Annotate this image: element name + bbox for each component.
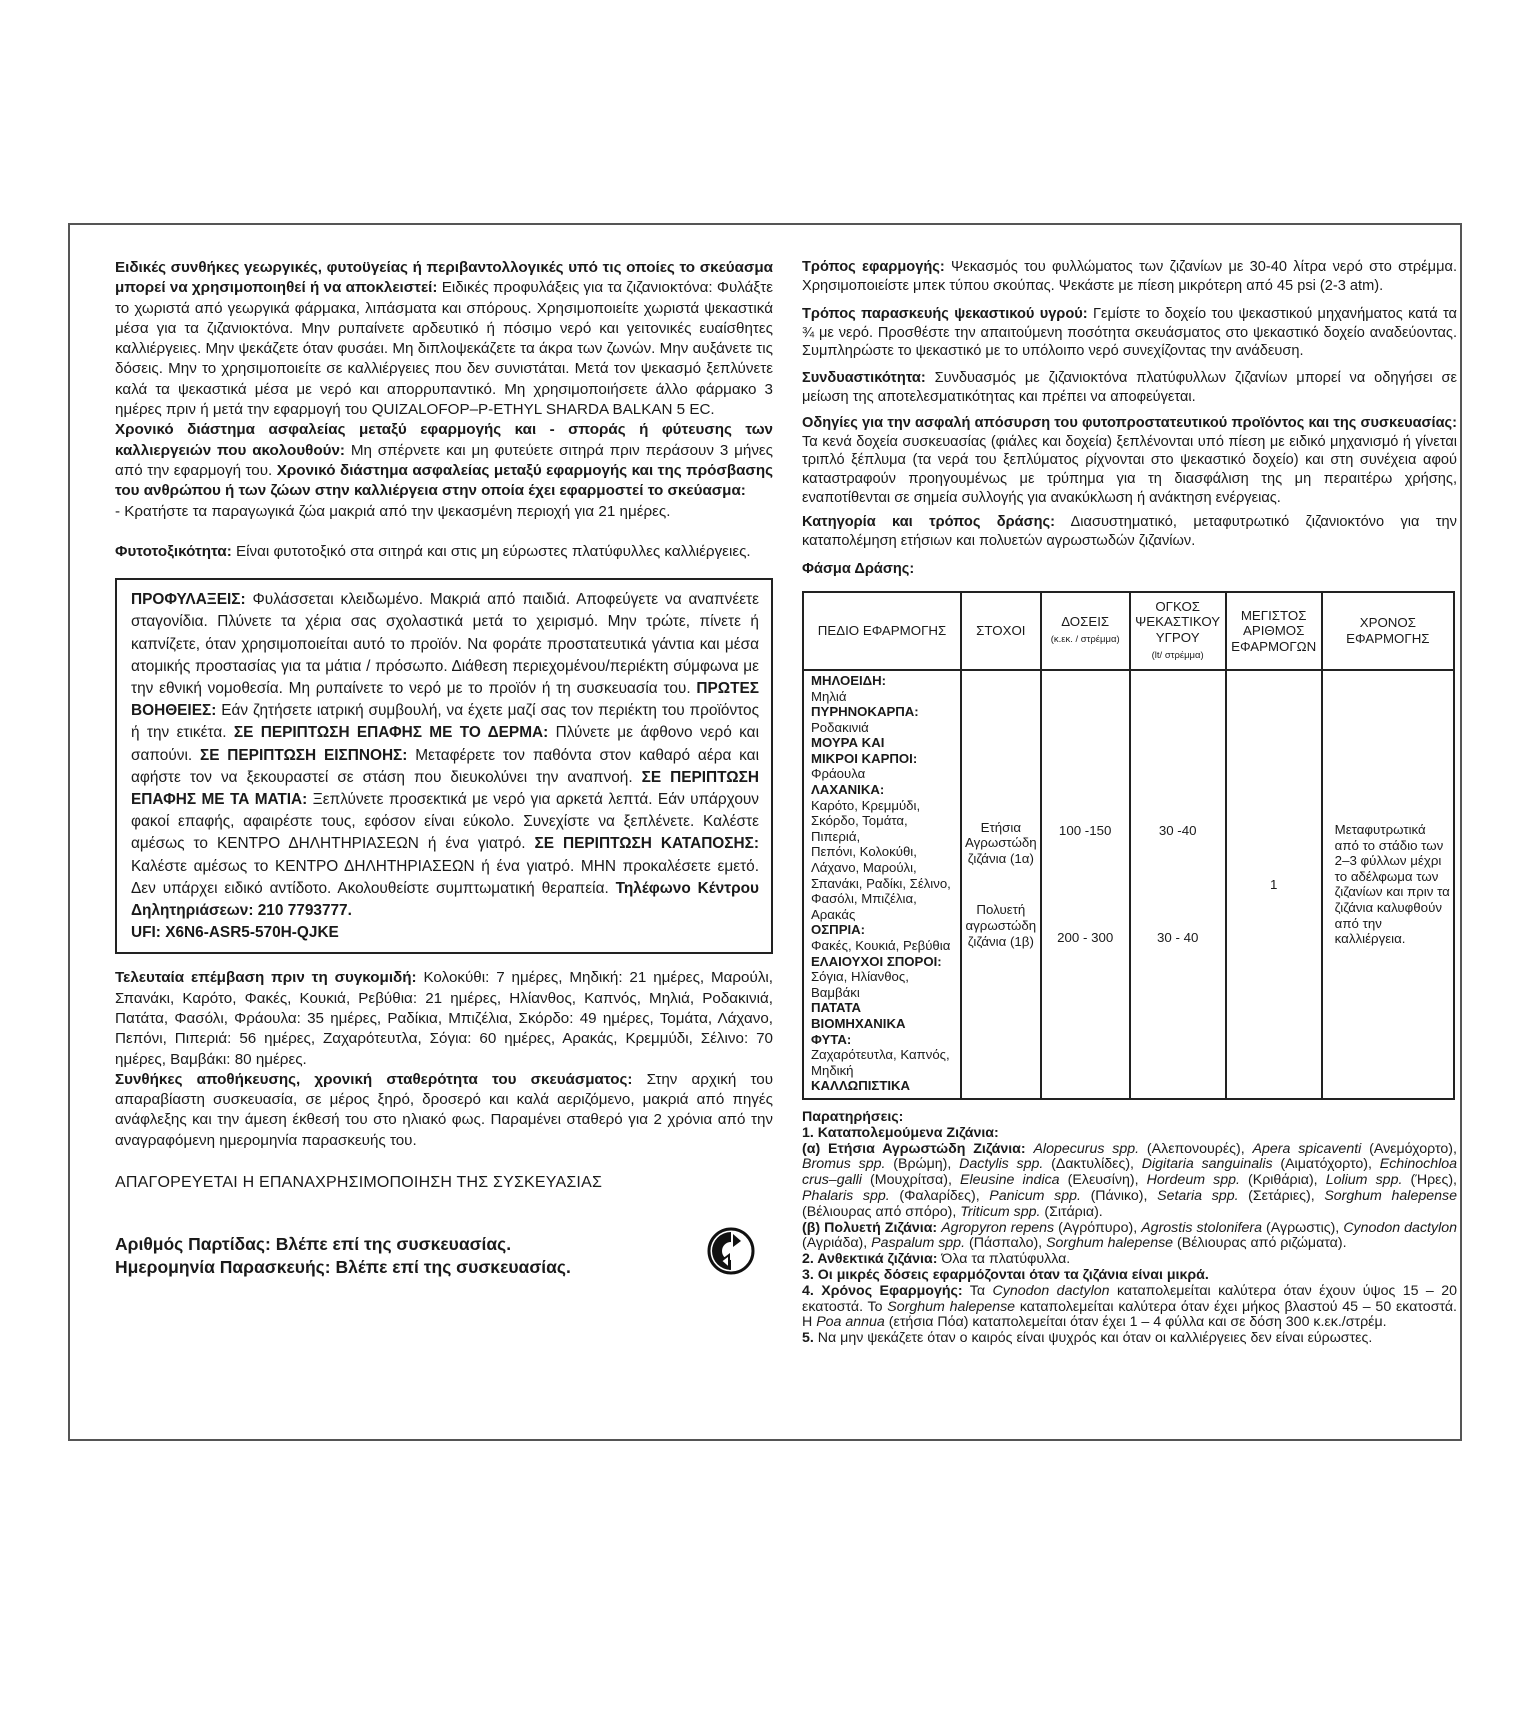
phytotoxicity-text: Είναι φυτοτοξικό στα σιτηρά και στις μη εύρωστες πλατύφυλλες καλλιέργειες. <box>231 542 751 560</box>
precautions-heading: ΠΡΟΦΥΛΑΞΕΙΣ: <box>131 591 246 609</box>
crop-group: ΕΛΑΙΟΥΧΟΙ ΣΠΟΡΟΙ: <box>811 953 942 969</box>
annual-weed-common-name: (Ανεμόχορτο), <box>1361 1140 1457 1157</box>
crop-item: Μηλιά <box>811 688 847 704</box>
header-field: ΠΕΔΙΟ ΕΦΑΡΜΟΓΗΣ <box>803 592 961 670</box>
crop-item: Φακές, Κουκιά, Ρεβύθια <box>811 938 951 953</box>
annual-weed-species: Echinochloa crus–galli <box>802 1156 1458 1189</box>
crop-group: ΜΟΥΡΑ ΚΑΙ <box>811 735 885 751</box>
volume-cell <box>1130 670 1226 1099</box>
annual-weed-species: Sorghum halepense <box>1324 1187 1457 1204</box>
annual-weed-common-name: (Ήρες), <box>1402 1172 1458 1189</box>
category-text: Διασυστηματικό, μεταφυτρωτικό ζιζανιοκτόνο για την καταπολέμηση ετήσιων και πολυετών αγρωστωδών ζιζανίων. <box>802 514 1457 549</box>
storage-heading: Συνθήκες αποθήκευσης, χρονική σταθερότητα του σκευάσματος: <box>115 1070 633 1088</box>
pre-harvest-interval <box>115 968 773 1069</box>
annual-weed-common-name: (Πάνικο), <box>1080 1187 1158 1204</box>
perennial-weed-species: Cynodon dactylon <box>1343 1219 1458 1236</box>
annual-weed-species: Bromus spp. <box>802 1156 886 1173</box>
crop-item: Πεπόνι, Κολοκύθι, <box>811 844 917 860</box>
annual-weed-common-name: (Βέλιουρας από σπόρο), <box>802 1203 961 1220</box>
perennial-weed-species: Agrostis stolonifera <box>1141 1219 1262 1236</box>
header-targets: ΣΤΟΧΟΙ <box>961 592 1041 670</box>
low-doses-text: 3. Οι μικρές δόσεις εφαρμόζονται όταν τα ζιζάνια είναι μικρά. <box>802 1266 1209 1283</box>
target-annual: Ετήσια Αγρωστώδη ζιζάνια (1α) <box>965 819 1037 866</box>
phytotoxicity-heading: Φυτοτοξικότητα: <box>115 542 232 560</box>
crop-group: ΜΗΛΟΕΙΔΗ: <box>811 672 887 688</box>
ingestion-heading: ΣΕ ΠΕΡΙΠΤΩΣΗ ΚΑΤΑΠΟΣΗΣ: <box>534 835 759 853</box>
app-time-p2: καταπολεμείται καλύτερα όταν έχουν ύψος 15 – 20 εκατοστά. Το <box>802 1282 1457 1315</box>
annual-weed-common-name: (Βρώμη), <box>885 1156 960 1173</box>
access-interval-heading: Χρονικό διάστημα ασφαλείας μεταξύ εφαρμογής και της πρόσβασης του ανθρώπου ή των ζώων στην καλλιέργεια στην οποία έχει εφαρμοστεί το σκεύασμα: <box>115 461 773 500</box>
skin-contact-heading: ΣΕ ΠΕΡΙΠΤΩΣΗ ΕΠΑΦΗΣ ΜΕ ΤΟ ΔΕΡΜΑ: <box>233 724 549 742</box>
green-dot-recycle-icon <box>707 1227 755 1275</box>
remark-application-time <box>802 1284 1457 1331</box>
precautions-box <box>115 578 773 954</box>
crop-group: ΚΑΛΛΩΠΙΣΤΙΚΑ <box>811 1078 911 1094</box>
precautions-text: Φυλάσσεται κλειδωμένο. Μακριά από παιδιά. Αποφεύγετε να αναπνέετε σταγονίδια. Πλύνετε τα χέρια σας σχολαστικά μετά το χειρισμό. Μην τρώτε, πίνετε ή καπνίζετε, όταν χρησιμοποιείται αυτό το προϊόν. Να φοράτε προστατευτικά γάντια και μέσα ατομικής προστασίας για τα μάτια / πρόσωπο. Διάθεση περιεχομένου/περιέκτη σύμφωνα με την εθνική νομοθεσία. Μη ρυπαίνετε το νερό με το προϊόν ή τη συσκευασία του. <box>131 591 759 697</box>
resistant-weeds-text: Όλα τα πλατύφυλλα. <box>937 1251 1071 1268</box>
disposal-heading: Οδηγίες για την ασφαλή απόσυρση του φυτοπροστατευτικού προϊόντος και της συσκευασίας: <box>802 415 1457 432</box>
crops-list <box>803 670 961 1099</box>
annual-weed-species: Lolium spp. <box>1325 1172 1403 1189</box>
perennial-weeds-heading: (β) Πολυετή Ζιζάνια: <box>802 1219 938 1236</box>
app-time-sorghum: Sorghum halepense <box>887 1298 1016 1315</box>
annual-weed-common-name: (Αλεπονουρές), <box>1139 1140 1253 1157</box>
first-aid-heading: ΠΡΩΤΕΣ ΒΟΗΘΕΙΕΣ: <box>131 679 759 720</box>
eye-contact-text: Ξεπλύνετε προσεκτικά με νερό για αρκετά λεπτά. Εάν υπάρχουν φακοί επαφής, αφαιρέστε τους, εφόσον είναι εύκολο. Συνεχίστε να ξεπλένετε. Καλέστε αμέσως το ΚΕΝΤΡΟ ΔΗΛΗΤΗΡΙΑΣΕΩΝ ή ένα γιατρό. <box>131 790 759 853</box>
category-mode <box>802 513 1457 550</box>
header-doses <box>1041 592 1130 670</box>
annual-weed-common-name: (Σιτάρια). <box>1040 1203 1103 1220</box>
remark-low-doses <box>802 1268 1457 1284</box>
table-row <box>803 670 1454 1099</box>
storage-conditions <box>115 1070 773 1151</box>
annual-weed-species: Eleusine indica <box>960 1172 1060 1189</box>
table-header-row <box>803 592 1454 670</box>
crop-group: ΛΑΧΑΝΙΚΑ: <box>811 782 885 798</box>
targets-cell <box>961 670 1041 1099</box>
perennial-weed-common-name: (Αγρόπυρο), <box>1054 1219 1142 1236</box>
right-column <box>802 258 1457 1347</box>
app-time-cynodon: Cynodon dactylon <box>992 1282 1110 1299</box>
pre-harvest-heading: Τελευταία επέμβαση πριν τη συγκομιδή: <box>115 969 417 987</box>
crop-item: Σκόρδο, Τομάτα, Πιπεριά, <box>811 813 908 844</box>
header-doses-label: ΔΟΣΕΙΣ <box>1061 614 1110 630</box>
compatibility-text: Συνδυασμός με ζιζανιοκτόνα πλατύφυλλων ζιζανίων μπορεί να οδηγήσει σε μείωση της αποτελεσματικότητας και πρέπει να αποφεύγεται. <box>802 369 1457 405</box>
annual-weed-species: Dactylis spp. <box>959 1156 1044 1173</box>
annual-weed-species: Digitaria sanguinalis <box>1141 1156 1273 1173</box>
special-conditions-text: Ειδικές προφυλάξεις για τα ζιζανιοκτόνα: Φυλάξτε το χωριστά από γεωργικά φάρμακα, λιπάσματα και σπόρους. Χρησιμοποιείτε χωριστά ψεκαστικά μέσα για τα ζιζανιοκτόνα. Μην ρυπαίνετε αρδευτικό ή πόσιμο νερό και γειτονικές ευαίσθητες καλλιέργειες. Μην ψεκάζετε όταν φυσάει. Μη διπλοψεκάζετε τα άκρα των ζωνών. Μην αυξάνετε τις δόσεις. Μην το χρησιμοποιείτε σε καλλιέργειες που δεν συνιστάται. Μετά τον ψεκασμό ξεπλύνετε καλά τα ψεκαστικά μέσα με νερό και απορρυπαντικό. Μη χρησιμοποιήσετε άλλο φάρμακο 3 ημέρες πριν ή μετά την εφαρμογή του QUIZALOFOP–P-ETHYL SHARDA BALKAN 5 EC. <box>115 279 774 419</box>
spray-preparation <box>802 305 1457 361</box>
safety-interval-text: Μη σπέρνετε και μη φυτεύετε σιτηρά πριν περάσουν 3 μήνες από την εφαρμογή του. <box>115 441 774 479</box>
perennial-weed-species: Sorghum halepense <box>1046 1235 1174 1252</box>
compatibility <box>802 369 1457 406</box>
annual-weed-species: Apera spicaventi <box>1252 1140 1362 1157</box>
safety-interval <box>115 420 773 501</box>
crop-item: Σόγια, Ηλίανθος, Βαμβάκι <box>811 969 909 1000</box>
phytotoxicity <box>115 542 773 562</box>
header-volume-unit: (lt/ στρέμμα) <box>1151 649 1204 661</box>
remarks <box>802 1110 1457 1347</box>
dose-perennial: 200 - 300 <box>1057 930 1114 946</box>
remark-cold-weather <box>802 1331 1457 1347</box>
disposal-instructions <box>802 414 1457 507</box>
crop-item: Ροδακινιά <box>811 719 869 735</box>
ingestion-text: Καλέστε αμέσως το ΚΕΝΤΡΟ ΔΗΛΗΤΗΡΙΑΣΕΩΝ ή ένα γιατρό. ΜΗΝ προκαλέσετε εμετό. Δεν υπάρχει ειδικό αντίδοτο. Ακολουθείστε συμπτωματική θεραπεία. <box>131 857 759 897</box>
target-perennial: Πολυετή αγρωστώδη ζιζάνια (1β) <box>965 902 1037 949</box>
annual-weed-species: Triticum spp. <box>960 1203 1041 1220</box>
annual-weed-species: Setaria spp. <box>1157 1187 1239 1204</box>
crop-item: Μηδική <box>811 1062 854 1078</box>
storage-text: Στην αρχική του απαραβίαστη συσκευασία, σε μέρος ξηρό, δροσερό και καλά αεριζόμενο, μακριά από πηγές ανάφλεξης και την άμεση έκθεσή του στο ηλιακό φως. Παραμένει σταθερό για 2 χρόνια από την αναγραφόμενη ημερομηνία παρασκευής του. <box>115 1070 774 1149</box>
remarks-title: Παρατηρήσεις: <box>802 1108 904 1125</box>
remark-resistant-weeds <box>802 1252 1457 1268</box>
annual-weed-common-name: (Δακτυλίδες), <box>1043 1156 1142 1173</box>
inhalation-text: Μεταφέρετε τον παθόντα στον καθαρό αέρα και αφήστε τον να ξεκουραστεί σε στάση που διευκολύνει την αναπνοή. <box>131 746 759 786</box>
left-column <box>115 258 773 1279</box>
compatibility-heading: Συνδυαστικότητα: <box>802 369 926 386</box>
crop-group: ΦΥΤΑ: <box>811 1031 852 1047</box>
annual-weed-species: Panicum spp. <box>989 1187 1081 1204</box>
app-time-p4: (ετήσια Πόα) καταπολεμείται όταν έχει 1 – 4 φύλλα και σε δόση 300 κ.εκ./στρέμ. <box>884 1314 1387 1331</box>
reuse-warning: ΑΠΑΓΟΡΕΥΕΤΑΙ Η ΕΠΑΝΑΧΡΗΣΙΜΟΠΟΙΗΣΗ ΤΗΣ ΣΥΣΚΕΥΑΣΙΑΣ <box>115 1174 603 1192</box>
header-application-time: ΧΡΟΝΟΣ ΕΦΑΡΜΟΓΗΣ <box>1322 592 1454 670</box>
pre-harvest-text: Κολοκύθι: 7 ημέρες, Μηδική: 21 ημέρες, Μαρούλι, Σπανάκι, Καρότο, Φακές, Κουκιά, Ρεβύθια: 21 ημέρες, Ηλίανθος, Καπνός, Μηλιά, Ροδακινιά, Πατάτα, Φασόλι, Φράουλα: 35 ημέρες, Ραδίκια, Μπιζέλια, Σκόρδο: 49 ημέρες, Τομάτα, Λάχανο, Πεπόνι, Πιπεριά: 56 ημέρες, Ζαχαρότευτλα, Σόγια: 60 ημέρες, Αρακάς, Κρεμμύδι, Σέλινο: 70 ημέρες, Βαμβάκι: 80 ημέρες. <box>115 969 774 1068</box>
disposal-text: Τα κενά δοχεία συσκευασίας (φιάλες και δοχεία) ξεπλένονται υπό πίεση με ειδικό μηχανισμό ή γίνεται τριπλό ξέπλυμα (τα νερά του ξεπλύματος ρίχνονται στο ψεκαστικό δοχείο) και στη συνέχεια αφού καταστραφούν προηγουμένως με τρύπημα για τη διασφάλιση της μη περαιτέρω χρήσης, εναποτίθενται σε σημεία συλλογής για ανακύκλωση ή ανάκτηση ενέργειας. <box>802 433 1457 506</box>
remark-1-heading: 1. Καταπολεμούμενα Ζιζάνια: <box>802 1124 999 1141</box>
perennial-weed-species: Paspalum spp. <box>871 1235 966 1252</box>
crop-item: Ζαχαρότευτλα, Καπνός, <box>811 1047 950 1063</box>
max-applications-cell: 1 <box>1226 670 1322 1099</box>
cold-weather-text: Να μην ψεκάζετε όταν ο καιρός είναι ψυχρός και όταν οι καλλιέργειες δεν είναι εύρωστες. <box>813 1330 1373 1347</box>
batch-info <box>115 1233 773 1279</box>
crop-group: ΠΥΡΗΝΟΚΑΡΠΑ: <box>811 704 919 720</box>
ufi-code: UFI: X6N6-ASR5-570H-QJKE <box>131 924 339 942</box>
first-aid-text: Εάν ζητήσετε ιατρική συμβουλή, να έχετε μαζί σας τον περιέκτη του προϊόντος ή την ετικέτα. <box>131 702 759 742</box>
crop-item: Σπανάκι, Ραδίκι, Σέλινο, <box>811 875 951 891</box>
perennial-weed-common-name: (Αγρωστις), <box>1262 1219 1344 1236</box>
annual-weed-common-name: (Ελευσίνη), <box>1059 1172 1147 1189</box>
production-date: Ημερομηνία Παρασκευής: Βλέπε επί της συσκευασίας. <box>115 1257 571 1278</box>
spray-preparation-heading: Τρόπος παρασκευής ψεκαστικού υγρού: <box>802 306 1088 323</box>
perennial-weed-common-name: (Βέλιουρας από ριζώματα). <box>1173 1235 1347 1252</box>
doses-cell <box>1041 670 1130 1099</box>
application-table <box>802 591 1455 1100</box>
application-time-heading: 4. Χρόνος Εφαρμογής: <box>802 1282 963 1299</box>
crop-item: Λάχανο, Μαρούλι, <box>811 860 917 876</box>
annual-weed-common-name: (Κριθάρια), <box>1239 1172 1326 1189</box>
header-volume <box>1130 592 1226 670</box>
spray-preparation-text: Γεμίστε το δοχείο του ψεκαστικού μηχανήματος κατά τα ¾ με νερό. Προσθέστε την απαιτούμενη ποσότητα σκευάσματος στο ψεκαστικό δοχείο αναδεύοντας. Συμπληρώστε το ψεκαστικό με το υπόλοιπο νερό συνεχίζοντας την ανάδευση. <box>802 306 1457 360</box>
crop-group: ΠΑΤΑΤΑ ΒΙΟΜΗΧΑΝΙΚΑ <box>811 1000 906 1031</box>
volume-perennial: 30 - 40 <box>1156 930 1199 946</box>
annual-weed-common-name: (Αιματόχορτο), <box>1272 1156 1380 1173</box>
perennial-weed-species: Agropyron repens <box>941 1219 1055 1236</box>
spectrum-label <box>802 560 1457 579</box>
perennial-weed-common-name: (Αγριάδα), <box>802 1235 872 1252</box>
dose-annual: 100 -150 <box>1058 822 1112 838</box>
resistant-weeds-heading: 2. Ανθεκτικά ζιζάνια: <box>802 1251 938 1268</box>
annual-weed-species: Phalaris spp. <box>802 1187 890 1204</box>
application-method <box>802 258 1457 295</box>
app-time-poa: Poa annua <box>816 1314 885 1331</box>
batch-number: Αριθμός Παρτίδας: Βλέπε επί της συσκευασίας. <box>115 1234 512 1255</box>
crop-item: Φράουλα <box>811 766 866 782</box>
special-conditions-heading: Ειδικές συνθήκες γεωργικές, φυτοϋγείας ή περιβαντολλογικές υπό τις οποίες το σκεύασμα μπορεί να χρησιμοποιηθεί ή να αποκλειστεί: <box>115 259 773 297</box>
safety-interval-heading: Χρονικό διάστημα ασφαλείας μεταξύ εφαρμογής και - σποράς ή φύτευσης των καλλιεργειών που ακολουθούν: <box>115 421 773 459</box>
crop-group: ΟΣΠΡΙΑ: <box>811 922 866 938</box>
crop-item: Καρότο, Κρεμμύδι, <box>811 797 921 813</box>
annual-weeds-heading: (α) Ετήσια Αγρωστώδη Ζιζάνια: <box>802 1140 1026 1157</box>
access-interval-text: - Κρατήστε τα παραγωγικά ζώα μακριά από την ψεκασμένη περιοχή για 21 ημέρες. <box>115 502 671 520</box>
remark-annual-weeds <box>802 1142 1457 1221</box>
application-method-heading: Τρόπος εφαρμογής: <box>802 259 945 275</box>
header-volume-label: ΟΓΚΟΣ ΨΕΚΑΣΤΙΚΟΥ ΥΓΡΟΥ <box>1135 598 1221 645</box>
annual-weed-common-name: (Φαλαρίδες), <box>889 1187 990 1204</box>
volume-annual: 30 -40 <box>1158 822 1197 838</box>
annual-weed-common-name: (Σετάριες), <box>1238 1187 1325 1204</box>
inhalation-heading: ΣΕ ΠΕΡΙΠΤΩΣΗ ΕΙΣΠΝΟΗΣ: <box>199 746 408 764</box>
annual-weed-species: Hordeum spp. <box>1146 1172 1240 1189</box>
perennial-weed-common-name: (Πάσπαλο), <box>965 1235 1047 1252</box>
application-method-text: Ψεκασμός του φυλλώματος των ζιζανίων με 30-40 λίτρα νερό στο στρέμμα. Χρησιμοποιείστε μπεκ τύπου σκούπας. Ψεκάστε με πίεση μικρότερη από 45 psi (2-3 atm). <box>802 259 1457 294</box>
crop-item: Φασόλι, Μπιζέλια, Αρακάς <box>811 891 917 922</box>
header-max-applications: ΜΕΓΙΣΤΟΣ ΑΡΙΘΜΟΣ ΕΦΑΡΜΟΓΩΝ <box>1226 592 1322 670</box>
annual-weed-common-name: (Μουχρίτσα), <box>861 1172 960 1189</box>
application-time-cell: Μεταφυτρωτικά από το στάδιο των 2–3 φύλλων μέχρι το αδέλφωμα των ζιζανίων και πριν τα ζιζάνια καλυφθούν από την καλλιέργεια. <box>1322 670 1454 1099</box>
cold-weather-heading: 5. <box>802 1330 814 1347</box>
annual-weed-species: Alopecurus spp. <box>1033 1140 1140 1157</box>
skin-contact-text: Πλύνετε με άφθονο νερό και σαπούνι. <box>131 724 759 764</box>
app-time-p1: Τα <box>962 1282 993 1299</box>
remark-perennial-weeds <box>802 1221 1457 1253</box>
eye-contact-heading: ΣΕ ΠΕΡΙΠΤΩΣΗ ΕΠΑΦΗΣ ΜΕ ΤΑ ΜΑΤΙΑ: <box>131 768 759 808</box>
special-conditions <box>115 258 773 420</box>
poison-center-phone: Τηλέφωνο Κέντρου Δηλητηριάσεων: 210 7793777. <box>131 879 759 919</box>
app-time-p3: καταπολεμείται καλύτερα όταν έχει μήκος βλαστού 45 – 50 εκατοστά. Η <box>802 1298 1457 1331</box>
header-doses-unit: (κ.εκ. / στρέμμα) <box>1050 633 1120 645</box>
spectrum-label-text: Φάσμα Δράσης: <box>802 561 915 578</box>
crop-group: ΜΙΚΡΟΙ ΚΑΡΠΟΙ: <box>811 750 918 766</box>
category-heading: Κατηγορία και τρόπος δράσης: <box>802 514 1055 531</box>
